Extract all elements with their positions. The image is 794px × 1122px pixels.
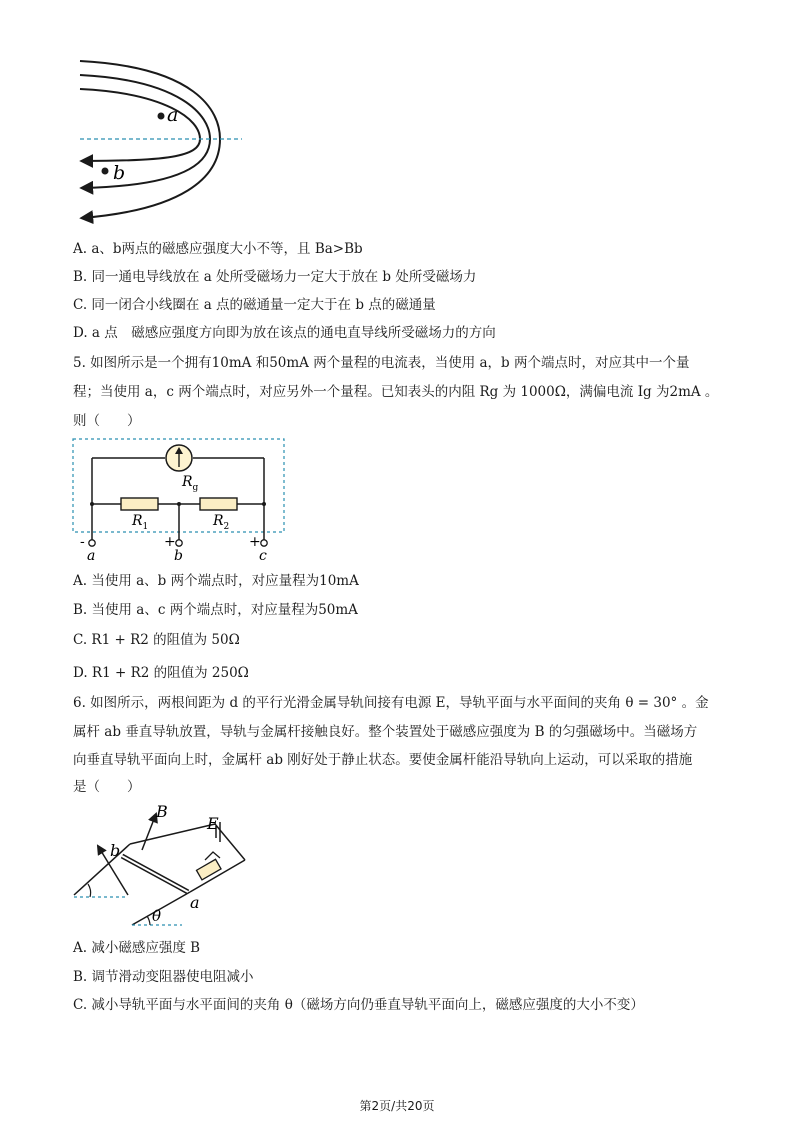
q5-circuit-figure <box>70 436 290 566</box>
label-c: c <box>259 548 267 564</box>
rail-back <box>130 824 215 844</box>
q4-option-c: C. 同一闭合小线圈在 a 点的磁通量一定大于在 b 点的磁通量 <box>73 297 436 313</box>
q5-stem-line1: 5. 如图所示是一个拥有10mA 和50mA 两个量程的电流表，当使用 a，b 两个端点时，对应其中一个量 <box>73 355 690 371</box>
sign-minus: - <box>80 534 85 550</box>
label-B: B <box>156 802 168 821</box>
q4-option-b: B. 同一通电导线放在 a 处所受磁场力一定大于放在 b 处所受磁场力 <box>73 269 477 285</box>
q4-field-lines-figure <box>70 55 250 230</box>
q5-stem-line2: 程；当使用 a，c 两个端点时，对应另外一个量程。已知表头的内阻 Rg 为 1000Ω，满偏电流 Ig 为2mA 。 <box>73 384 719 400</box>
label-theta: θ <box>152 907 162 925</box>
label-r2: $R_2$ <box>213 513 230 532</box>
q5-option-b: B. 当使用 a、c 两个端点时，对应量程为50mA <box>73 602 358 618</box>
point-a <box>158 113 165 120</box>
field-line-middle <box>80 75 210 188</box>
q4-option-d: D. a 点 磁感应强度方向即为放在该点的通电直导线所受磁场力的方向 <box>73 325 496 341</box>
terminal-c <box>261 540 267 546</box>
q5-stem-line3: 则（ ） <box>73 413 141 429</box>
resistor-r2 <box>200 498 237 510</box>
label-a: a <box>190 893 200 912</box>
q6-stem-line4: 是（ ） <box>73 779 141 795</box>
resistor-r1 <box>121 498 158 510</box>
terminal-b <box>176 540 182 546</box>
label-b: b <box>110 841 121 860</box>
q6-stem-line3: 向垂直导轨平面向上时，金属杆 ab 刚好处于静止状态。要使金属杆能沿导轨向上运动，可以采取的措施 <box>73 752 693 768</box>
label-E: E <box>207 814 219 833</box>
sign-plus-c: + <box>249 534 261 550</box>
page-footer: 第2页/共20页 <box>359 1099 435 1113</box>
point-b <box>102 168 109 175</box>
label-a: a <box>87 548 96 564</box>
q5-option-d: D. R1 + R2 的阻值为 250Ω <box>73 665 249 681</box>
q6-option-b: B. 调节滑动变阻器使电阻减小 <box>73 969 254 985</box>
label-r1: $R_1$ <box>132 513 149 532</box>
terminal-a <box>89 540 95 546</box>
label-rg: $R_g$ <box>182 474 199 493</box>
b-field-arrow <box>142 814 156 850</box>
q6-stem-line1: 6. 如图所示，两根间距为 d 的平行光滑金属导轨间接有电源 E，导轨平面与水平面间的夹角 θ = 30° 。金 <box>73 695 709 711</box>
label-b: b <box>113 162 126 184</box>
q4-option-a: A. a、b两点的磁感应强度大小不等，且 Ba>Bb <box>73 241 363 257</box>
label-b: b <box>174 548 183 564</box>
q6-option-a: A. 减小磁感应强度 B <box>73 940 201 956</box>
q5-option-a: A. 当使用 a、b 两个端点时，对应量程为10mA <box>73 573 359 589</box>
sign-plus-b: + <box>164 534 176 550</box>
q6-rails-figure <box>70 800 250 930</box>
label-a: a <box>167 104 179 126</box>
q6-stem-line2: 属杆 ab 垂直导轨放置，导轨与金属杆接触良好。整个装置处于磁感应强度为 B 的匀强磁场中。当磁场方 <box>73 724 698 740</box>
q5-option-c: C. R1 + R2 的阻值为 50Ω <box>73 632 240 648</box>
q6-option-c: C. 减小导轨平面与水平面间的夹角 θ（磁场方向仍垂直导轨平面向上，磁感应强度的大小不变） <box>73 997 644 1013</box>
